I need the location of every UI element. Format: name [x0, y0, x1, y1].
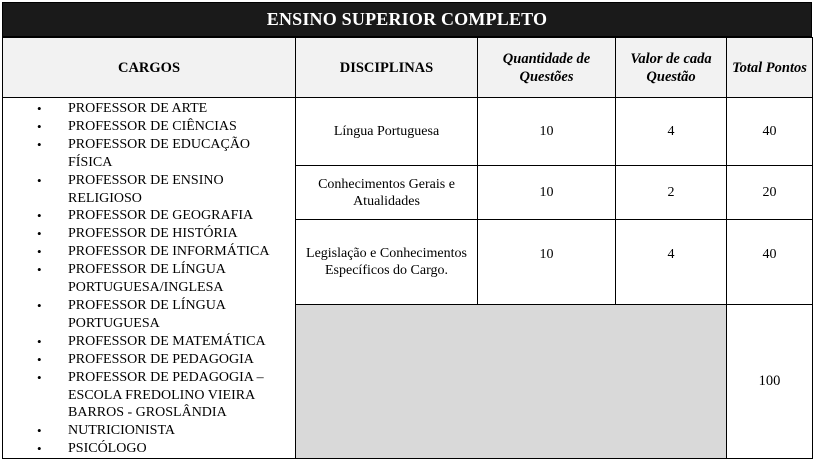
cargos-list	[3, 100, 295, 458]
list-item: • PROFESSOR DE GEOGRAFIA	[3, 207, 295, 225]
table-row	[3, 98, 813, 166]
list-item: • PROFESSOR DE LÍNGUA PORTUGUESA/INGLESA	[3, 261, 295, 297]
total-cell: 40	[727, 98, 813, 166]
list-item: • PROFESSOR DE CIÊNCIAS	[3, 118, 295, 136]
exam-table	[2, 37, 813, 459]
header-row	[3, 38, 813, 98]
disciplina-cell: Legislação e Conhecimentos Específicos do Cargo.	[296, 220, 478, 304]
list-item: • NUTRICIONISTA	[3, 422, 295, 440]
header-quantidade: Quantidade de Questões	[478, 38, 616, 98]
list-item: • PROFESSOR DE PEDAGOGIA	[3, 351, 295, 369]
quantidade-cell: 10	[478, 166, 616, 220]
valor-cell: 4	[616, 220, 727, 304]
grand-total-cell: 100	[727, 304, 813, 459]
list-item: • PROFESSOR DE PEDAGOGIA – ESCOLA FREDOLINO VIEIRA BARROS - GROSLÂNDIA	[3, 369, 295, 423]
list-item: • PROFESSOR DE EDUCAÇÃO FÍSICA	[3, 136, 295, 172]
exam-table-container	[2, 2, 812, 459]
quantidade-cell: 10	[478, 98, 616, 166]
list-item: • PROFESSOR DE HISTÓRIA	[3, 225, 295, 243]
valor-cell: 4	[616, 98, 727, 166]
header-total: Total Pontos	[727, 38, 813, 98]
list-item: • PROFESSOR DE ARTE	[3, 100, 295, 118]
header-cargos: CARGOS	[3, 38, 296, 98]
valor-cell: 2	[616, 166, 727, 220]
header-disciplinas: DISCIPLINAS	[296, 38, 478, 98]
table-title-bar	[2, 2, 812, 37]
list-item: • PROFESSOR DE LÍNGUA PORTUGUESA	[3, 297, 295, 333]
disciplina-cell: Conhecimentos Gerais e Atualidades	[296, 166, 478, 220]
list-item: • PROFESSOR DE MATEMÁTICA	[3, 333, 295, 351]
quantidade-cell: 10	[478, 220, 616, 304]
header-valor: Valor de cada Questão	[616, 38, 727, 98]
cargos-cell	[3, 98, 296, 459]
total-cell: 40	[727, 220, 813, 304]
total-empty-cell	[296, 304, 727, 459]
total-cell: 20	[727, 166, 813, 220]
disciplina-cell: Língua Portuguesa	[296, 98, 478, 166]
list-item: • PROFESSOR DE ENSINO RELIGIOSO	[3, 172, 295, 208]
list-item: • PSICÓLOGO	[3, 440, 295, 458]
table-title: ENSINO SUPERIOR COMPLETO	[266, 9, 548, 29]
list-item: • PROFESSOR DE INFORMÁTICA	[3, 243, 295, 261]
